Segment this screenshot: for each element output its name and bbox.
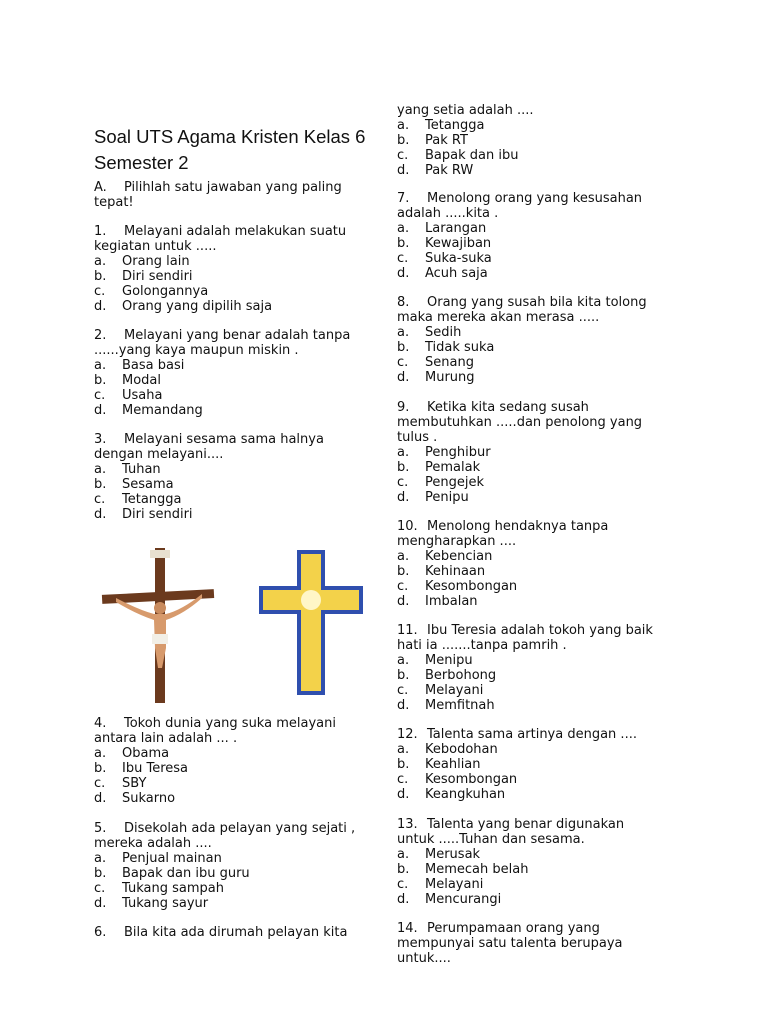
title-line-1: Soal UTS Agama Kristen Kelas 6 <box>94 126 366 147</box>
option-d[interactable] <box>397 892 687 907</box>
title-line-2: Semester 2 <box>94 152 189 173</box>
option-letter: a. <box>94 851 107 866</box>
option-letter: b. <box>94 373 107 388</box>
question-text: mengharapkan .... <box>397 534 517 549</box>
question-stem <box>397 623 687 638</box>
option-letter: a. <box>397 325 410 340</box>
option-letter: a. <box>397 445 410 460</box>
question-text: hati ia .......tanpa pamrih . <box>397 638 567 653</box>
option-text: Berbohong <box>425 668 497 683</box>
option-text: Obama <box>122 746 170 761</box>
option-c[interactable] <box>94 881 374 896</box>
question-14 <box>397 921 687 966</box>
option-text: Melayani <box>425 877 484 892</box>
question-stem <box>397 921 687 936</box>
option-d[interactable] <box>397 787 687 802</box>
question-stem <box>397 832 687 847</box>
option-letter: d. <box>397 892 410 907</box>
question-text: Menolong orang yang kesusahan <box>427 191 643 206</box>
option-text: Keahlian <box>425 757 481 772</box>
question-text: Ketika kita sedang susah <box>427 400 589 415</box>
question-text: Perumpamaan orang yang <box>427 921 600 936</box>
question-11 <box>397 623 687 713</box>
question-text: Melayani sesama sama halnya <box>124 432 324 447</box>
option-text: Merusak <box>425 847 481 862</box>
option-letter: b. <box>94 269 107 284</box>
question-text: Talenta sama artinya dengan .... <box>427 727 637 742</box>
question-stem <box>397 191 687 206</box>
instruction-text-cont: tepat! <box>94 195 134 210</box>
option-text: Memecah belah <box>425 862 529 877</box>
option-letter: b. <box>397 236 410 251</box>
option-d[interactable]: d. Pak RW <box>397 163 474 178</box>
option-letter: c. <box>397 772 409 787</box>
option-c[interactable] <box>397 772 687 787</box>
option-letter: b. <box>397 862 410 877</box>
cross-illustrations <box>94 540 368 704</box>
question-stem <box>397 951 687 966</box>
option-letter: b. <box>397 340 410 355</box>
option-a[interactable] <box>397 445 687 460</box>
option-a[interactable] <box>397 742 687 757</box>
option-letter: c. <box>397 877 409 892</box>
instruction: A. Pilihlah satu jawaban yang paling tepat! <box>94 180 374 210</box>
question-text: dengan melayani.... <box>94 447 224 462</box>
option-letter: c. <box>397 683 409 698</box>
option-text: Kesombongan <box>425 772 518 787</box>
option-letter: c. <box>397 579 409 594</box>
option-letter: b. <box>397 757 410 772</box>
option-c[interactable] <box>94 284 374 299</box>
option-letter: d. <box>397 266 410 281</box>
option-a[interactable] <box>94 851 374 866</box>
option-d[interactable] <box>397 698 687 713</box>
instruction-text: Pilihlah satu jawaban yang paling <box>124 180 342 195</box>
question-stem <box>94 925 374 940</box>
option-letter: c. <box>397 475 409 490</box>
question-text: membutuhkan .....dan penolong yang <box>397 415 643 430</box>
option-letter: d. <box>397 490 410 505</box>
option-b[interactable] <box>397 460 687 475</box>
option-letter: d. <box>94 299 107 314</box>
option-a[interactable] <box>94 254 374 269</box>
option-letter: d. <box>397 370 410 385</box>
question-stem <box>397 415 687 430</box>
option-letter: a. <box>397 549 410 564</box>
option-c[interactable] <box>397 579 687 594</box>
question-1 <box>94 224 374 314</box>
option-c[interactable] <box>94 388 374 403</box>
option-text: Tuhan <box>122 462 161 477</box>
question-stem <box>397 400 687 415</box>
question-text: tulus . <box>397 430 438 445</box>
option-a[interactable] <box>397 325 687 340</box>
option-b[interactable] <box>94 269 374 284</box>
option-text: Diri sendiri <box>122 507 193 522</box>
question-text: Talenta yang benar digunakan <box>427 817 625 832</box>
option-text: Orang lain <box>122 254 190 269</box>
option-b[interactable] <box>397 236 687 251</box>
question-stem <box>397 817 687 832</box>
question-stem <box>94 239 374 254</box>
option-b[interactable] <box>397 668 687 683</box>
option-d[interactable] <box>397 266 687 281</box>
option-text: Acuh saja <box>425 266 488 281</box>
option-letter: c. <box>94 284 106 299</box>
question-stem <box>397 534 687 549</box>
question-number: 13. <box>397 817 418 832</box>
option-b[interactable]: b. Pak RT <box>397 133 468 148</box>
option-text: Orang yang dipilih saja <box>122 299 273 314</box>
option-d[interactable] <box>397 594 687 609</box>
question-6 <box>94 925 374 940</box>
option-text: Mencurangi <box>425 892 502 907</box>
question-stem <box>397 936 687 951</box>
question-text: Melayani adalah melakukan suatu <box>124 224 347 239</box>
option-letter: a. <box>397 742 410 757</box>
option-letter: c. <box>397 251 409 266</box>
question-number: 10. <box>397 519 418 534</box>
question-text: mempunyai satu talenta berupaya <box>397 936 623 951</box>
option-text: SBY <box>122 776 147 791</box>
question-text: Disekolah ada pelayan yang sejati , <box>124 821 356 836</box>
option-text: Suka-suka <box>425 251 492 266</box>
option-text: Penghibur <box>425 445 491 460</box>
option-letter: d. <box>94 403 107 418</box>
option-text: Penipu <box>425 490 469 505</box>
option-letter: c. <box>94 881 106 896</box>
question-text: Menolong hendaknya tanpa <box>427 519 609 534</box>
option-text: Sesama <box>122 477 174 492</box>
option-text: Kebencian <box>425 549 493 564</box>
option-text: Sedih <box>425 325 462 340</box>
option-b[interactable] <box>397 564 687 579</box>
option-b[interactable] <box>94 373 374 388</box>
option-letter: c. <box>94 492 106 507</box>
question-text: adalah .....kita . <box>397 206 499 221</box>
option-text: Larangan <box>425 221 487 236</box>
question-text: Tokoh dunia yang suka melayani <box>124 716 336 731</box>
question-number: 2. <box>94 328 107 343</box>
question-stem <box>397 206 687 221</box>
option-letter: d. <box>397 594 410 609</box>
question-number: 14. <box>397 921 418 936</box>
option-text: Memandang <box>122 403 203 418</box>
question-text: Bila kita ada dirumah pelayan kita <box>124 925 348 940</box>
option-text: Menipu <box>425 653 473 668</box>
question-number: 11. <box>397 623 418 638</box>
document-title <box>94 124 384 176</box>
option-text: Bapak dan ibu guru <box>122 866 250 881</box>
option-text: Basa basi <box>122 358 185 373</box>
question-4 <box>94 716 374 806</box>
question-number: 1. <box>94 224 107 239</box>
option-text: Tidak suka <box>425 340 495 355</box>
question-9 <box>397 400 687 505</box>
option-letter: c. <box>397 355 409 370</box>
question-stem <box>397 727 687 742</box>
question-stem <box>94 716 374 731</box>
option-c[interactable] <box>397 683 687 698</box>
option-c[interactable] <box>397 355 687 370</box>
question-text: untuk .....Tuhan dan sesama. <box>397 832 585 847</box>
option-text: Diri sendiri <box>122 269 193 284</box>
question-text: maka mereka akan merasa ..... <box>397 310 600 325</box>
option-d[interactable] <box>94 403 374 418</box>
option-text: Tetangga <box>122 492 182 507</box>
option-d[interactable] <box>397 490 687 505</box>
option-a[interactable] <box>397 221 687 236</box>
question-5 <box>94 821 374 911</box>
option-d[interactable] <box>94 299 374 314</box>
option-letter: a. <box>94 358 107 373</box>
question-number: 8. <box>397 295 410 310</box>
option-c[interactable] <box>397 251 687 266</box>
question-6-continued <box>397 103 687 178</box>
option-d[interactable] <box>94 791 374 806</box>
option-letter: a. <box>94 746 107 761</box>
option-text: Kehinaan <box>425 564 486 579</box>
question-number: 9. <box>397 400 410 415</box>
option-text: Keangkuhan <box>425 787 506 802</box>
question-text: kegiatan untuk ..... <box>94 239 217 254</box>
option-text: Senang <box>425 355 474 370</box>
option-b[interactable] <box>397 340 687 355</box>
question-text: Ibu Teresia adalah tokoh yang baik <box>427 623 653 638</box>
option-c[interactable] <box>94 492 374 507</box>
question-8 <box>397 295 687 385</box>
question-text: antara lain adalah ... . <box>94 731 238 746</box>
option-a[interactable]: a. Tetangga <box>397 118 485 133</box>
question-text: Melayani yang benar adalah tanpa <box>124 328 351 343</box>
question-13 <box>397 817 687 907</box>
option-text: Penjual mainan <box>122 851 222 866</box>
question-number: 3. <box>94 432 107 447</box>
option-letter: c. <box>94 388 106 403</box>
option-a[interactable] <box>94 746 374 761</box>
option-c[interactable] <box>397 877 687 892</box>
question-stem <box>397 295 687 310</box>
option-b[interactable] <box>397 757 687 772</box>
question-number: 4. <box>94 716 107 731</box>
question-number: 7. <box>397 191 410 206</box>
option-text: Kesombongan <box>425 579 518 594</box>
question-stem <box>397 519 687 534</box>
option-letter: b. <box>397 668 410 683</box>
option-letter: b. <box>397 564 410 579</box>
option-letter: d. <box>397 698 410 713</box>
option-letter: a. <box>94 462 107 477</box>
option-text: Kebodohan <box>425 742 498 757</box>
option-text: Golongannya <box>122 284 209 299</box>
option-b[interactable] <box>94 477 374 492</box>
option-text: Murung <box>425 370 475 385</box>
option-letter: b. <box>94 477 107 492</box>
option-c[interactable] <box>397 475 687 490</box>
question-text: Orang yang susah bila kita tolong <box>427 295 647 310</box>
option-b[interactable] <box>94 761 374 776</box>
option-text: Pengejek <box>425 475 485 490</box>
option-d[interactable] <box>397 370 687 385</box>
question-text: ......yang kaya maupun miskin . <box>94 343 299 358</box>
question-stem <box>94 836 374 851</box>
option-letter: d. <box>94 507 107 522</box>
question-stem <box>94 447 374 462</box>
option-a[interactable] <box>397 549 687 564</box>
option-text: Tukang sayur <box>122 896 209 911</box>
option-text: Modal <box>122 373 161 388</box>
question-stem <box>397 310 687 325</box>
option-text: Melayani <box>425 683 484 698</box>
option-a[interactable] <box>397 653 687 668</box>
question-stem <box>94 328 374 343</box>
option-c[interactable]: c. Bapak dan ibu <box>397 148 519 163</box>
option-text: Usaha <box>122 388 163 403</box>
option-text: Pemalak <box>425 460 481 475</box>
question-stem <box>94 731 374 746</box>
option-text: Memfitnah <box>425 698 495 713</box>
option-text: Ibu Teresa <box>122 761 188 776</box>
question-stem <box>94 432 374 447</box>
option-letter: b. <box>397 460 410 475</box>
question-number: 12. <box>397 727 418 742</box>
option-letter: c. <box>94 776 106 791</box>
question-12 <box>397 727 687 802</box>
crucifix-icon <box>94 540 368 704</box>
option-c[interactable] <box>94 776 374 791</box>
question-stem <box>397 638 687 653</box>
question-stem <box>94 343 374 358</box>
option-letter: a. <box>397 653 410 668</box>
option-letter: a. <box>397 221 410 236</box>
question-stem <box>94 821 374 836</box>
question-stem <box>397 430 687 445</box>
option-d[interactable] <box>94 896 374 911</box>
question-10 <box>397 519 687 609</box>
option-text: Imbalan <box>425 594 478 609</box>
question-stem: yang setia adalah .... <box>397 103 534 118</box>
option-a[interactable] <box>397 847 687 862</box>
question-3 <box>94 432 374 522</box>
option-a[interactable] <box>94 462 374 477</box>
option-letter: d. <box>94 896 107 911</box>
option-letter: a. <box>397 847 410 862</box>
option-letter: b. <box>94 761 107 776</box>
option-a[interactable] <box>94 358 374 373</box>
option-d[interactable] <box>94 507 374 522</box>
question-text: untuk.... <box>397 951 451 966</box>
question-7 <box>397 191 687 281</box>
option-b[interactable] <box>94 866 374 881</box>
option-letter: d. <box>94 791 107 806</box>
question-number: 5. <box>94 821 107 836</box>
option-text: Sukarno <box>122 791 176 806</box>
option-letter: d. <box>397 787 410 802</box>
option-letter: b. <box>94 866 107 881</box>
question-stem <box>94 224 374 239</box>
question-2 <box>94 328 374 418</box>
option-letter: a. <box>94 254 107 269</box>
question-number: 6. <box>94 925 107 940</box>
option-text: Kewajiban <box>425 236 492 251</box>
option-text: Tukang sampah <box>122 881 224 896</box>
option-b[interactable] <box>397 862 687 877</box>
question-text: mereka adalah .... <box>94 836 212 851</box>
